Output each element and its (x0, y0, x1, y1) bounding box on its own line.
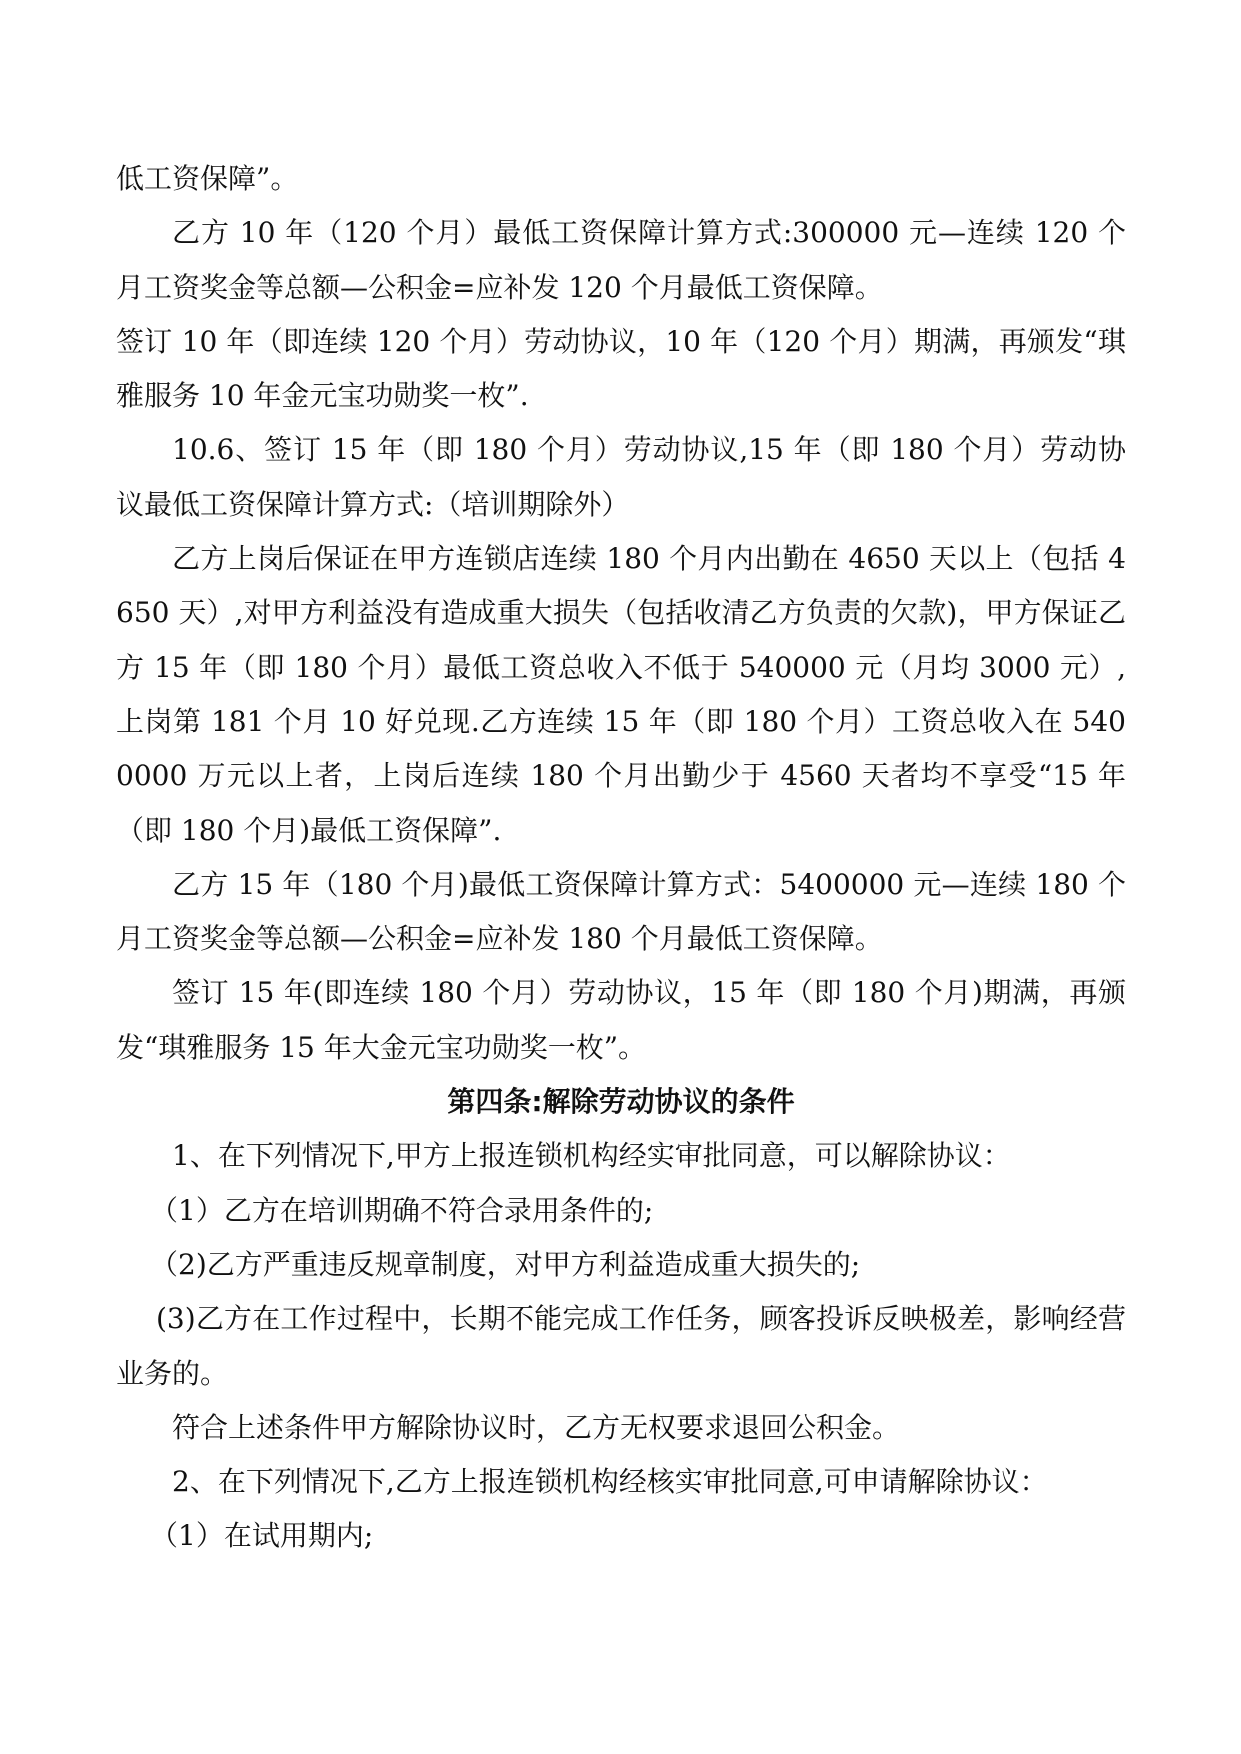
clause-1-item-3: (3)乙方在工作过程中，长期不能完成工作任务，顾客投诉反映极差，影响经营业务的。 (116, 1302, 1126, 1390)
paragraph-15-year-award: 签订 15 年(即连续 180 个月）劳动协议，15 年（即 180 个月)期满，再颁发“琪雅服务 15 年大金元宝功勋奖一枚”。 (116, 976, 1126, 1064)
clause-1-note: 符合上述条件甲方解除协议时，乙方无权要求退回公积金。 (172, 1410, 901, 1444)
article-4-heading: 第四条:解除劳动协议的条件 (447, 1085, 795, 1119)
paragraph-15-year-formula: 乙方 15 年（180 个月)最低工资保障计算方式：5400000 元—连续 180 个月工资奖金等总额—公积金=应补发 180 个月最低工资保障。 (116, 867, 1126, 956)
paragraph-10-year-award: 签订 10 年（即连续 120 个月）劳动协议，10 年（120 个月）期满，再颁发“琪雅服务 10 年金元宝功勋奖一枚”. (116, 324, 1126, 413)
paragraph-15-year-guarantee: 乙方上岗后保证在甲方连锁店连续 180 个月内出勤在 4650 天以上（包括 4650 天）,对甲方利益没有造成重大损失（包括收清乙方负责的欠款)，甲方保证乙方 15 年（即 180 个月）最低工资总收入不低于 540000 元（月均 3000 元）,上岗第 181 个月 10 好兑现.乙方连续 15 年（即 180 个月）工资总收入在 5400000 万元以上者，上岗后连续 180 个月出勤少于 4560 天者均不享受“15 年（即 180 个月)最低工资保障”. (116, 542, 1126, 847)
document-body (116, 152, 1126, 1564)
clause-1-intro: 1、在下列情况下,甲方上报连锁机构经实审批同意，可以解除协议： (172, 1139, 1011, 1173)
clause-2-intro: 2、在下列情况下,乙方上报连锁机构经核实审批同意,可申请解除协议： (172, 1465, 1048, 1499)
clause-2-item-1: （1）在试用期内; (150, 1519, 374, 1553)
clause-1-item-2: （2)乙方严重违反规章制度，对甲方利益造成重大损失的; (150, 1247, 861, 1281)
clause-1-item-1: （1）乙方在培训期确不符合录用条件的; (150, 1193, 654, 1227)
paragraph-10-6-heading: 10.6、签订 15 年（即 180 个月）劳动协议,15 年（即 180 个月）劳动协议最低工资保障计算方式:（培训期除外） (116, 433, 1126, 521)
paragraph-continuation: 低工资保障”。 (116, 162, 299, 195)
paragraph-10-year-formula: 乙方 10 年（120 个月）最低工资保障计算方式:300000 元—连续 120 个月工资奖金等总额—公积金=应补发 120 个月最低工资保障。 (116, 216, 1126, 304)
